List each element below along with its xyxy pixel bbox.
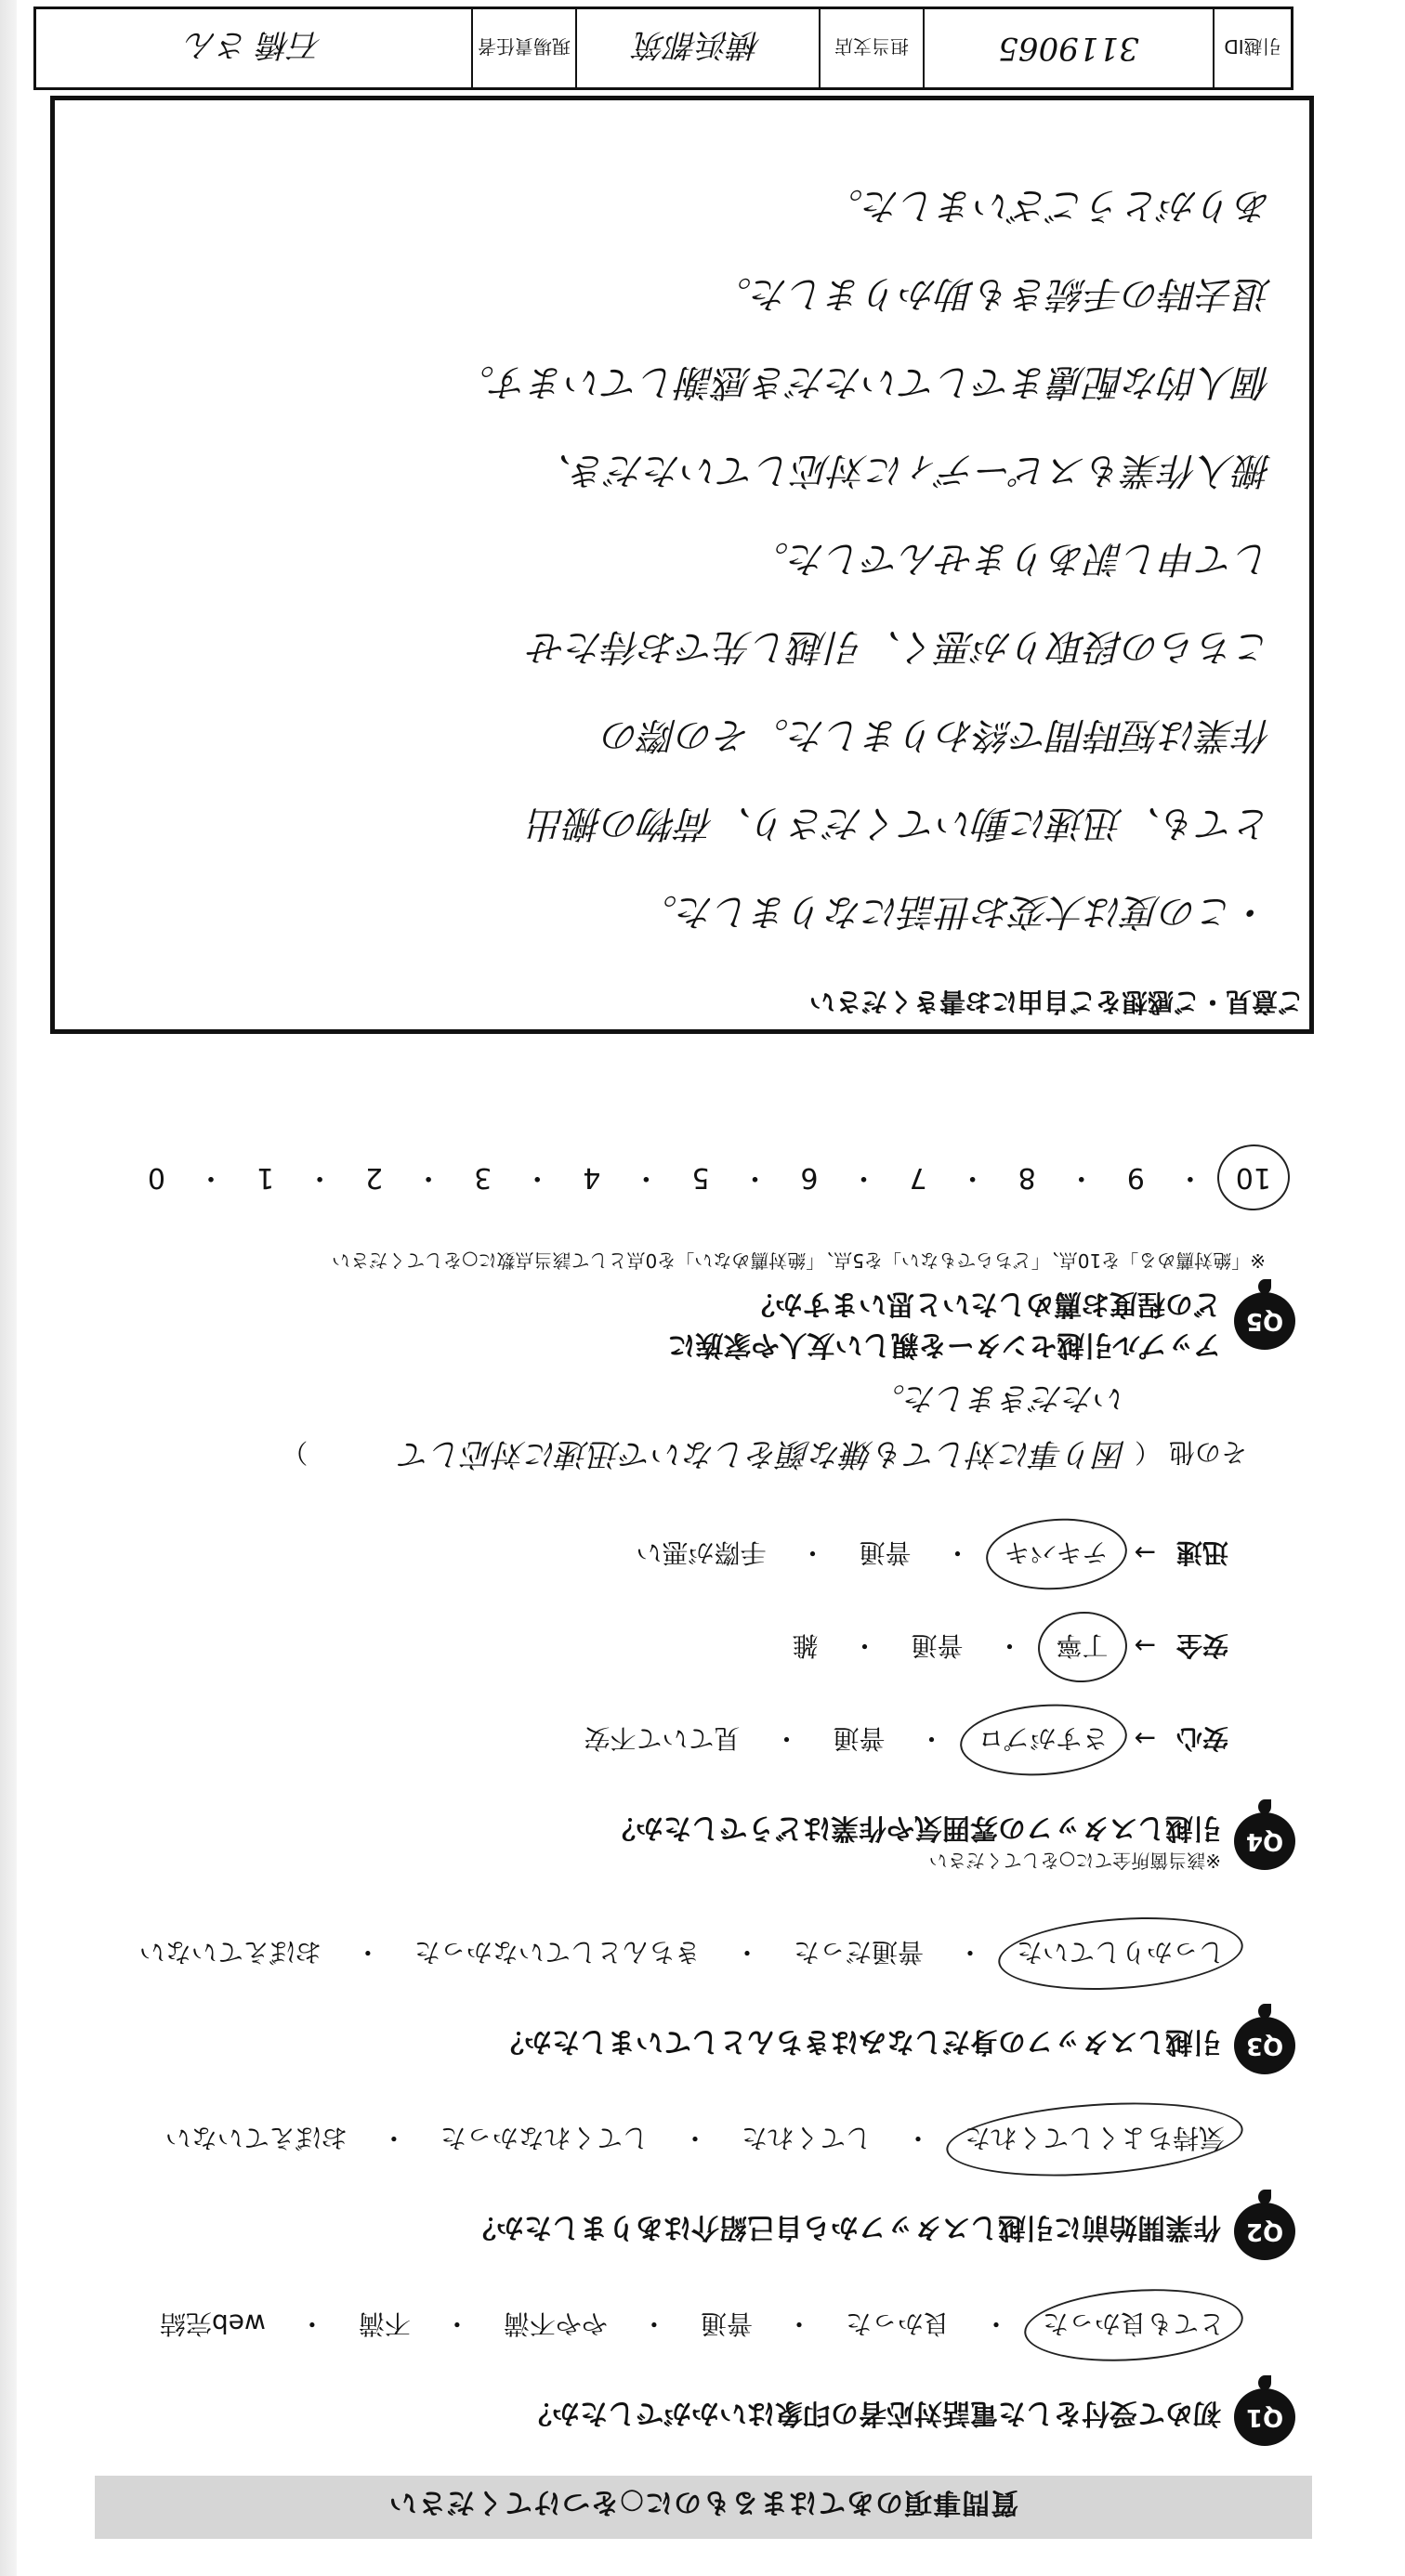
arrow-icon: → (1134, 1630, 1156, 1661)
q4-option-normal[interactable]: 普通 (833, 1723, 886, 1754)
q5-note: ※「絶対薦める」を10点、「どちらでもない」を5点、「絶対薦めない」を0点として該当点数に○をしてください (332, 1249, 1266, 1272)
q3-question: 引越しスタッフの身だしなみはきちんとしていましたか？ (496, 2025, 1221, 2058)
comment-line: ありがとうございました。 (826, 184, 1272, 227)
scan-edge (0, 0, 17, 2576)
q4-row-safety-feeling: 安心→さすがプロ・普通・見ていて不安 (580, 1721, 1228, 1759)
q3-option-normal[interactable]: 普通だった (793, 1937, 924, 1968)
q4-option-careful[interactable]: 丁寧 (1053, 1628, 1112, 1666)
q3-option-dont-remember[interactable]: おぼえていない (138, 1937, 322, 1968)
q2-option-dont-remember[interactable]: おぼえていない (164, 2123, 348, 2153)
comment-line: 個人的な配慮までしていただき感謝しています。 (457, 360, 1272, 403)
comment-line: 退去時の手続きも助かりました。 (715, 272, 1272, 315)
q1-option-somewhat-unsatisfied[interactable]: やや不満 (503, 2308, 608, 2339)
q4-other-label: その他 (1168, 1437, 1247, 1468)
q1-option-normal[interactable]: 普通 (700, 2308, 753, 2339)
q5-scale: 10・9・8・7・6・5・4・3・2・1・0 (144, 1160, 1275, 1201)
q4-other-text: 困り事に対しても嫌な顔をしないで迅速に対応して (400, 1435, 1127, 1472)
q3-options: しっかりしていた・普通だった・きちんとしていなかった・おぼえていない (136, 1935, 1228, 1972)
q5-score-5[interactable]: 5 (691, 1161, 710, 1194)
q4-option-worrying[interactable]: 見ていて不安 (584, 1723, 741, 1754)
q2-badge: Q2 (1234, 2203, 1295, 2260)
q3-option-not-neat[interactable]: きちんとしていなかった (414, 1937, 701, 1968)
q5-question-line1: アップル引越センターを親しい友人や家族に (667, 1328, 1221, 1361)
q4-other-field[interactable]: その他 （ 困り事に対しても嫌な顔をしないで迅速に対応して ） (282, 1435, 1247, 1472)
q2-question: 作業開始前に引越しスタッフから自己紹介はありましたか？ (468, 2211, 1221, 2243)
q4-option-normal[interactable]: 普通 (911, 1630, 964, 1661)
branch-value: 横浜都筑 (575, 9, 819, 87)
q5-score-3[interactable]: 3 (474, 1161, 492, 1194)
q4-option-normal[interactable]: 普通 (859, 1537, 912, 1568)
comments-box[interactable] (50, 96, 1314, 1034)
leader-value: 石橋 さん (185, 26, 322, 64)
id-value: 3119065 (923, 9, 1213, 87)
q4-row-speed: 迅速→テキパキ・普通・手際が悪い (632, 1536, 1228, 1573)
q4-row-label: 安全 (1175, 1630, 1228, 1661)
q3-option-neat[interactable]: しっかりしていた (1013, 1935, 1228, 1972)
q5-score-4[interactable]: 4 (583, 1161, 601, 1194)
q4-option-clumsy[interactable]: 手際が悪い (636, 1537, 767, 1568)
comment-line: ・この度は大変お世話になりました。 (640, 890, 1272, 933)
q1-option-unsatisfied[interactable]: 不満 (358, 2308, 411, 2339)
q5-question-line2: どの程度お薦めしたいと思いますか？ (747, 1288, 1221, 1320)
arrow-icon: → (1134, 1537, 1156, 1568)
q5-score-6[interactable]: 6 (800, 1161, 819, 1194)
q2-option-pleasant[interactable]: 気持ちよくしてくれた (961, 2121, 1228, 2158)
comment-line: こちらの段取りが悪く、引越し先でお待たせ (529, 625, 1272, 668)
q2-options: 気持ちよくしてくれた・してくれた・してくれなかった・おぼえていない (162, 2121, 1228, 2158)
q4-question: 引越しスタッフの雰囲気や作業はどうでしたか？ (608, 1811, 1221, 1844)
q5-score-0[interactable]: 0 (147, 1161, 165, 1194)
comments-text (83, 161, 1272, 955)
q2-option-did[interactable]: してくれた (741, 2123, 872, 2153)
banner-text: 質問事項のあてはまるものに○をつけてください (387, 2486, 1019, 2518)
comment-line: とても、迅速に動いてくださり、荷物の搬出 (529, 802, 1272, 844)
q5-score-2[interactable]: 2 (365, 1161, 384, 1194)
comments-title: ご意見・ご感想をご自由にお書きください (808, 987, 1304, 1017)
q1-option-good[interactable]: 良かった (845, 2308, 950, 2339)
q1-option-web[interactable]: web完結 (159, 2308, 266, 2339)
q1-options: とても良かった・良かった・普通・やや不満・不満・web完結 (156, 2307, 1228, 2344)
q4-note: ※該当箇所全てに○をしてください (928, 1850, 1221, 1872)
q4-option-rough[interactable]: 雑 (792, 1630, 819, 1661)
q5-score-1[interactable]: 1 (256, 1161, 275, 1194)
q4-row-label: 迅速 (1175, 1537, 1228, 1568)
q5-score-10[interactable]: 10 (1232, 1161, 1275, 1194)
q4-other-text-2: いただきました。 (873, 1380, 1126, 1417)
id-label: 引越ID (1213, 9, 1291, 87)
q1-question: 初めて受付をした電話対応者の印象はいかがでしたか？ (524, 2397, 1221, 2429)
q4-option-quick[interactable]: テキパキ (1001, 1536, 1112, 1573)
q4-row-safety: 安全→丁寧・普通・雑 (788, 1628, 1228, 1666)
leader-label: 現場責任者 (471, 9, 575, 87)
q3-badge: Q3 (1234, 2017, 1295, 2074)
instructions-banner (95, 2476, 1312, 2539)
q1-badge: Q1 (1234, 2388, 1295, 2446)
q4-row-label: 安心 (1175, 1723, 1228, 1754)
q4-option-professional[interactable]: さすがプロ (975, 1721, 1112, 1759)
comment-line: 作業は短時間で終わりました。その際の (603, 713, 1272, 756)
arrow-icon: → (1134, 1723, 1156, 1754)
q5-score-9[interactable]: 9 (1126, 1161, 1145, 1194)
q4-badge: Q4 (1234, 1812, 1295, 1870)
comment-line: して申し訳ありませんでした。 (752, 537, 1272, 580)
move-id-table (33, 7, 1293, 90)
q5-score-7[interactable]: 7 (909, 1161, 927, 1194)
q1-option-very-good[interactable]: とても良かった (1039, 2307, 1228, 2344)
q5-badge: Q5 (1234, 1292, 1295, 1350)
comment-line: 搬入作業もスピーディに対応していただき、 (534, 449, 1272, 491)
branch-label: 担当支店 (819, 9, 923, 87)
q5-score-8[interactable]: 8 (1018, 1161, 1036, 1194)
q2-option-did-not[interactable]: してくれなかった (440, 2123, 649, 2153)
